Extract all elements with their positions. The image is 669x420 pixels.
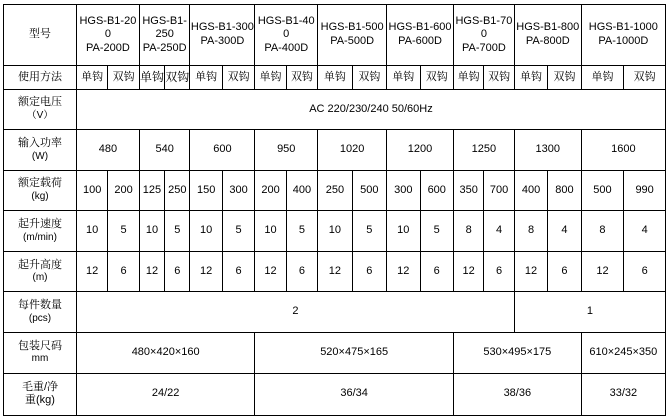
model-cell [318, 5, 387, 66]
speed-cell: 10 [76, 211, 107, 252]
height-cell: 6 [222, 251, 254, 292]
power-cell: 540 [139, 130, 190, 171]
load-cell: 400 [514, 170, 547, 211]
power-cell: 1200 [387, 130, 454, 171]
row-label-weight-main: 毛重/净 [21, 380, 59, 393]
model-code: HGS-B1-800 [516, 21, 580, 34]
load-cell: 990 [624, 170, 666, 211]
table-row-power [4, 130, 666, 171]
height-cell: 12 [139, 251, 164, 292]
height-cell: 6 [286, 251, 317, 292]
speed-cell: 5 [352, 211, 386, 252]
load-cell: 125 [139, 170, 164, 211]
load-cell: 300 [222, 170, 254, 211]
load-cell: 600 [420, 170, 453, 211]
speed-cell: 10 [318, 211, 352, 252]
power-cell: 480 [76, 130, 139, 171]
height-cell: 6 [484, 251, 514, 292]
height-cell: 12 [255, 251, 286, 292]
model-alt: PA-1000D [598, 35, 649, 48]
height-cell: 12 [387, 251, 420, 292]
model-cell [76, 5, 139, 66]
row-label-speed [4, 211, 77, 252]
hook-cell: 双钩 [484, 66, 514, 89]
height-cell: 12 [453, 251, 483, 292]
load-cell: 500 [352, 170, 386, 211]
model-cell [255, 5, 318, 66]
table-row-load [4, 170, 666, 211]
load-cell: 200 [108, 170, 139, 211]
hook-cell: 单钩 [139, 66, 164, 89]
row-label-qty [4, 292, 77, 333]
row-label-model: 型号 [4, 5, 77, 66]
hook-cell: 单钩 [76, 66, 107, 89]
row-label-usage: 使用方法 [4, 66, 77, 89]
height-cell: 6 [420, 251, 453, 292]
hook-cell: 双钩 [352, 66, 386, 89]
model-code: HGS-B1-500 [320, 21, 384, 34]
model-code: HGS-B1-1000 [588, 21, 658, 34]
table-row-weight [4, 373, 666, 415]
height-cell: 12 [581, 251, 624, 292]
hook-cell: 双钩 [108, 66, 139, 89]
table-row-speed [4, 211, 666, 252]
speed-cell: 5 [420, 211, 453, 252]
model-alt: PA-700D [461, 42, 506, 55]
hook-cell: 双钩 [624, 66, 666, 89]
row-label-size-unit: mm [31, 353, 49, 365]
table-row-height [4, 251, 666, 292]
table-row-pack-size [4, 333, 666, 374]
speed-cell: 4 [624, 211, 666, 252]
qty-cell: 2 [76, 292, 514, 333]
table-row-model [4, 5, 666, 66]
table-row-voltage [4, 89, 666, 130]
hook-cell: 双钩 [222, 66, 254, 89]
hook-cell: 双钩 [548, 66, 581, 89]
power-cell: 1020 [318, 130, 387, 171]
model-code: HGS-B1-600 [388, 21, 452, 34]
row-label-load-main: 额定载荷 [17, 177, 62, 190]
model-alt: PA-800D [525, 35, 570, 48]
weight-cell: 38/36 [453, 373, 581, 415]
load-cell: 500 [581, 170, 624, 211]
height-cell: 6 [352, 251, 386, 292]
speed-cell: 4 [548, 211, 581, 252]
weight-cell: 24/22 [76, 373, 254, 415]
model-code: HGS-B1-400 [257, 14, 315, 41]
load-cell: 800 [548, 170, 581, 211]
row-label-qty-main: 每件数量 [17, 299, 62, 312]
row-label-weight [4, 373, 77, 415]
height-cell: 6 [548, 251, 581, 292]
hook-cell: 单钩 [453, 66, 483, 89]
speed-cell: 4 [484, 211, 514, 252]
model-alt: PA-600D [398, 35, 442, 48]
table-row-usage [4, 66, 666, 89]
load-cell: 100 [76, 170, 107, 211]
height-cell: 12 [76, 251, 107, 292]
row-label-weight-unit: 重(kg) [25, 394, 55, 407]
row-label-pack-size [4, 333, 77, 374]
model-cell [581, 5, 665, 66]
model-cell [453, 5, 514, 66]
hook-cell: 单钩 [190, 66, 222, 89]
row-label-load-unit: (kg) [31, 191, 49, 203]
hook-cell: 双钩 [165, 66, 190, 89]
power-cell: 1250 [453, 130, 514, 171]
speed-cell: 5 [222, 211, 254, 252]
speed-cell: 8 [453, 211, 483, 252]
model-alt: PA-200D [85, 42, 130, 55]
qty-cell: 1 [514, 292, 665, 333]
row-label-voltage [4, 89, 77, 130]
speed-cell: 10 [387, 211, 420, 252]
specification-table [3, 4, 666, 416]
speed-cell: 8 [581, 211, 624, 252]
model-code: HGS-B1-300 [190, 21, 254, 34]
model-code: HGS-B1-700 [455, 14, 513, 41]
height-cell: 12 [190, 251, 222, 292]
speed-cell: 8 [514, 211, 547, 252]
load-cell: 700 [484, 170, 514, 211]
hook-cell: 单钩 [255, 66, 286, 89]
power-cell: 950 [255, 130, 318, 171]
model-cell [139, 5, 190, 66]
model-code: HGS-B1-200 [79, 14, 137, 41]
row-label-speed-unit: (m/min) [23, 231, 57, 243]
height-cell: 6 [108, 251, 139, 292]
hook-cell: 双钩 [420, 66, 453, 89]
load-cell: 250 [318, 170, 352, 211]
voltage-value: AC 220/230/240 50/60Hz [76, 89, 665, 130]
model-cell [514, 5, 581, 66]
row-label-load [4, 170, 77, 211]
table-row-qty [4, 292, 666, 333]
height-cell: 6 [165, 251, 190, 292]
row-label-power-unit: (W) [31, 150, 49, 162]
model-code: HGS-B1-250 [142, 14, 187, 41]
row-label-voltage-unit: （V） [26, 110, 54, 122]
power-cell: 1300 [514, 130, 581, 171]
speed-cell: 5 [286, 211, 317, 252]
model-alt: PA-400D [264, 42, 309, 55]
pack-size-cell: 530×495×175 [453, 333, 581, 374]
height-cell: 12 [318, 251, 352, 292]
speed-cell: 5 [108, 211, 139, 252]
load-cell: 250 [165, 170, 190, 211]
hook-cell: 单钩 [387, 66, 420, 89]
hook-cell: 单钩 [514, 66, 547, 89]
power-cell: 600 [190, 130, 255, 171]
height-cell: 12 [514, 251, 547, 292]
hook-cell: 单钩 [581, 66, 624, 89]
model-alt: PA-300D [200, 35, 245, 48]
pack-size-cell: 520×475×165 [255, 333, 454, 374]
row-label-power [4, 130, 77, 171]
speed-cell: 10 [255, 211, 286, 252]
load-cell: 400 [286, 170, 317, 211]
model-alt: PA-250D [142, 42, 187, 55]
load-cell: 200 [255, 170, 286, 211]
load-cell: 150 [190, 170, 222, 211]
row-label-speed-main: 起升速度 [17, 218, 62, 231]
speed-cell: 10 [190, 211, 222, 252]
model-alt: PA-500D [330, 35, 375, 48]
weight-cell: 33/32 [581, 373, 665, 415]
power-cell: 1600 [581, 130, 665, 171]
model-cell [190, 5, 255, 66]
height-cell: 6 [624, 251, 666, 292]
hook-cell: 双钩 [286, 66, 317, 89]
row-label-size-main: 包装尺码 [17, 339, 62, 352]
model-cell [387, 5, 454, 66]
row-label-qty-unit: (pcs) [28, 312, 52, 324]
row-label-voltage-main: 额定电压 [17, 96, 62, 109]
row-label-height [4, 251, 77, 292]
row-label-power-main: 输入功率 [17, 136, 62, 149]
row-label-height-unit: (m) [32, 272, 48, 284]
weight-cell: 36/34 [255, 373, 454, 415]
pack-size-cell: 480×420×160 [76, 333, 254, 374]
hook-cell: 单钩 [318, 66, 352, 89]
speed-cell: 5 [165, 211, 190, 252]
speed-cell: 10 [139, 211, 164, 252]
pack-size-cell: 610×245×350 [581, 333, 665, 374]
load-cell: 300 [387, 170, 420, 211]
row-label-height-main: 起升高度 [17, 258, 62, 271]
load-cell: 350 [453, 170, 483, 211]
